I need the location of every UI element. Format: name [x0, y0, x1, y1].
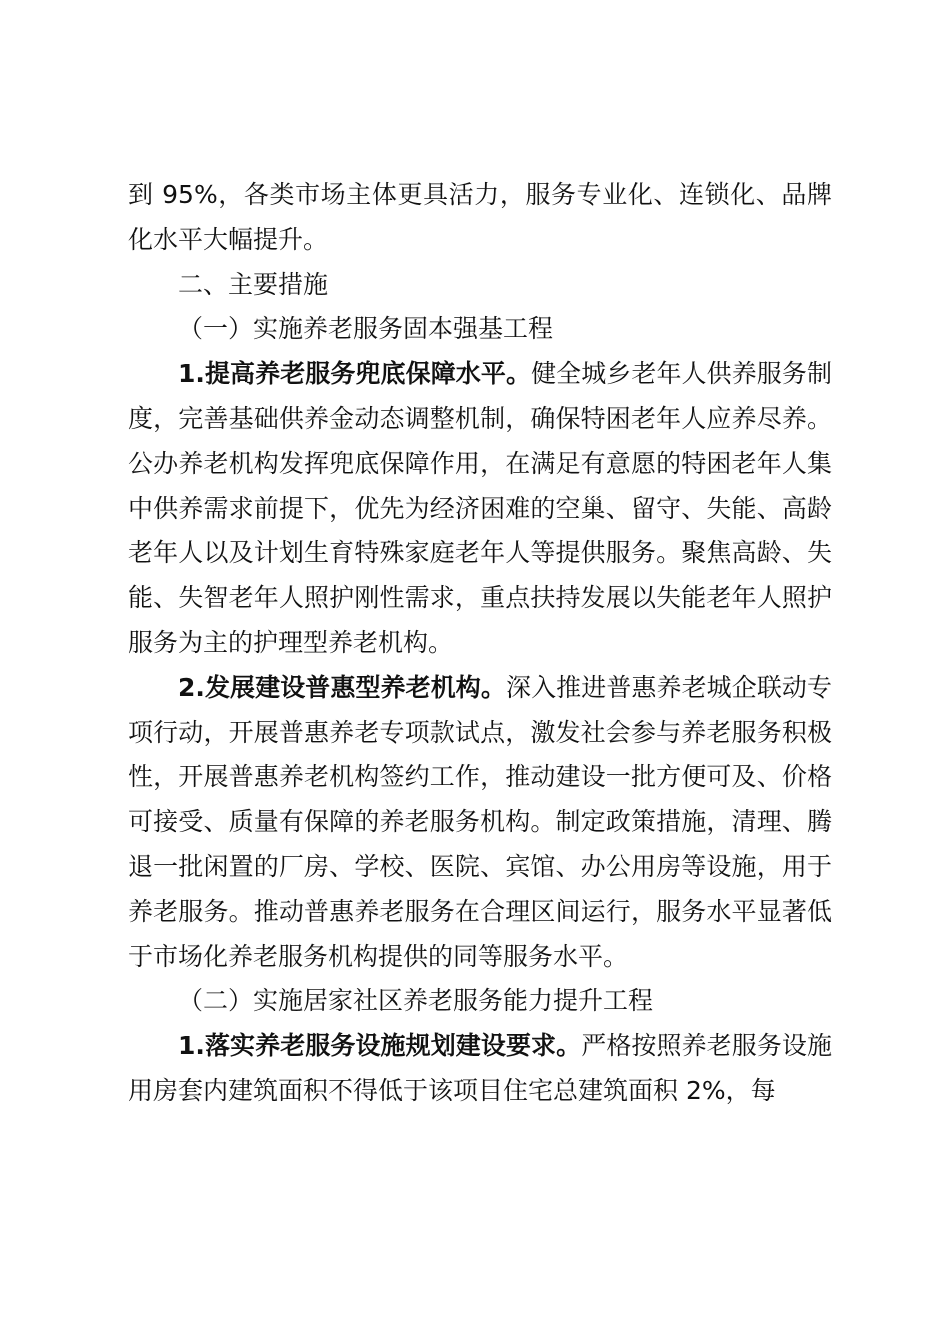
- item-lead-title: 1.落实养老服务设施规划建设要求。: [178, 1031, 582, 1061]
- subsection-heading-2: [128, 979, 832, 1024]
- item-lead-title: 1.提高养老服务兜底保障水平。: [178, 359, 532, 389]
- item-lead-title: 2.发展建设普惠型养老机构。: [178, 672, 506, 702]
- item-body-text: 严格按照养老服务设施用房套内建筑面积不得低于该项目住宅总建筑面积 2%，每: [128, 1031, 832, 1105]
- subsection-heading-1: [128, 307, 832, 352]
- item-paragraph-1-1: [128, 352, 832, 666]
- paragraph-target-continuation: [128, 173, 832, 263]
- item-paragraph-1-2: [128, 666, 832, 980]
- subheading-text: （二）实施居家社区养老服务能力提升工程: [178, 986, 654, 1016]
- paragraph-text: 到 95%，各类市场主体更具活力，服务专业化、连锁化、品牌化水平大幅提升。: [128, 180, 832, 254]
- section-heading-main-measures: [128, 263, 832, 308]
- item-paragraph-2-1: [128, 1024, 832, 1114]
- subheading-text: （一）实施养老服务固本强基工程: [178, 314, 554, 344]
- document-body: [128, 173, 832, 1114]
- item-body-text: 健全城乡老年人供养服务制度，完善基础供养金动态调整机制，确保特困老年人应养尽养。公办养老机构发挥兜底保障作用，在满足有意愿的特困老年人集中供养需求前提下，优先为经济困难的空巢、留守、失能、高龄老年人以及计划生育特殊家庭老年人等提供服务。聚焦高龄、失能、失智老年人照护刚性需求，重点扶持发展以失能老年人照护服务为主的护理型养老机构。: [128, 359, 832, 657]
- item-body-text: 深入推进普惠养老城企联动专项行动，开展普惠养老专项款试点，激发社会参与养老服务积极性，开展普惠养老机构签约工作，推动建设一批方便可及、价格可接受、质量有保障的养老服务机构。制定政策措施，清理、腾退一批闲置的厂房、学校、医院、宾馆、办公用房等设施，用于养老服务。推动普惠养老服务在合理区间运行，服务水平显著低于市场化养老服务机构提供的同等服务水平。: [128, 672, 832, 971]
- heading-text: 二、主要措施: [178, 269, 329, 299]
